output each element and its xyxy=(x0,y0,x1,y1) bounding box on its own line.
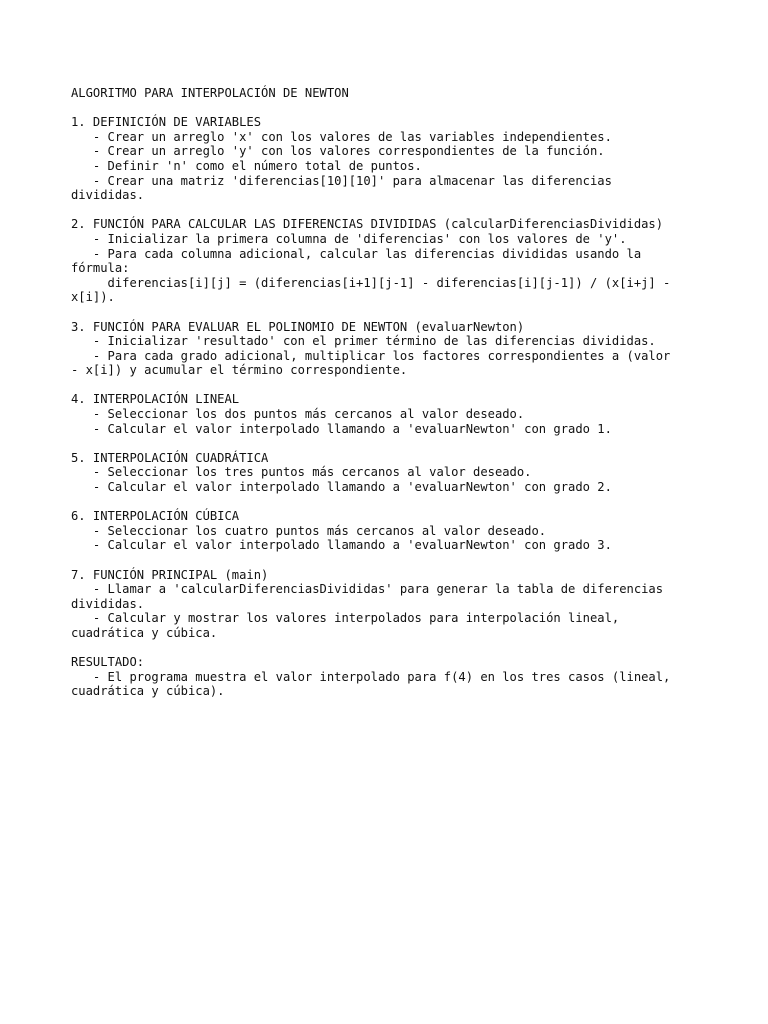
section-line: divididas. xyxy=(71,188,145,203)
section-heading: 1. DEFINICIÓN DE VARIABLES xyxy=(71,115,262,130)
section-linear-interpolation xyxy=(71,392,701,436)
section-heading: 2. FUNCIÓN PARA CALCULAR LAS DIFERENCIAS DIVIDIDAS (calcularDiferenciasDivididas) xyxy=(71,217,664,232)
section-variable-definition xyxy=(71,115,701,203)
spacer xyxy=(71,378,701,393)
section-line: - Calcular y mostrar los valores interpolados para interpolación lineal, xyxy=(71,611,620,626)
spacer xyxy=(71,203,701,218)
section-line: - Calcular el valor interpolado llamando a 'evaluarNewton' con grado 2. xyxy=(71,480,612,495)
spacer xyxy=(71,101,701,116)
section-divided-differences xyxy=(71,217,701,305)
section-line: - Crear un arreglo 'y' con los valores correspondientes de la función. xyxy=(71,144,605,159)
section-line: fórmula: xyxy=(71,261,130,276)
section-line: x[i]). xyxy=(71,290,115,305)
section-line: - Para cada grado adicional, multiplicar los factores correspondientes a (valor xyxy=(71,348,671,363)
section-heading: RESULTADO: xyxy=(71,655,145,670)
section-line: - Calcular el valor interpolado llamando a 'evaluarNewton' con grado 3. xyxy=(71,538,612,553)
section-heading: 7. FUNCIÓN PRINCIPAL (main) xyxy=(71,567,269,582)
section-heading: 3. FUNCIÓN PARA EVALUAR EL POLINOMIO DE NEWTON (evaluarNewton) xyxy=(71,319,525,334)
section-line: - Calcular el valor interpolado llamando a 'evaluarNewton' con grado 1. xyxy=(71,421,612,436)
section-line: - El programa muestra el valor interpolado para f(4) en los tres casos (lineal, xyxy=(71,669,671,684)
section-line: - Crear una matriz 'diferencias[10][10]' para almacenar las diferencias xyxy=(71,173,612,188)
section-heading: 4. INTERPOLACIÓN LINEAL xyxy=(71,392,240,407)
section-heading: 5. INTERPOLACIÓN CUADRÁTICA xyxy=(71,450,269,465)
section-line: - Definir 'n' como el número total de puntos. xyxy=(71,158,422,173)
spacer xyxy=(71,553,701,568)
document-page xyxy=(71,86,701,699)
spacer xyxy=(71,305,701,320)
section-line: - Inicializar la primera columna de 'diferencias' con los valores de 'y'. xyxy=(71,231,627,246)
document-title: ALGORITMO PARA INTERPOLACIÓN DE NEWTON xyxy=(71,86,349,100)
section-cubic-interpolation xyxy=(71,509,701,553)
section-main-function xyxy=(71,568,701,641)
section-line: - Crear un arreglo 'x' con los valores de las variables independientes. xyxy=(71,129,612,144)
section-line: - x[i]) y acumular el término correspondiente. xyxy=(71,363,408,378)
section-quadratic-interpolation xyxy=(71,451,701,495)
section-line: - Seleccionar los tres puntos más cercanos al valor deseado. xyxy=(71,465,532,480)
section-line: - Llamar a 'calcularDiferenciasDivididas' para generar la tabla de diferencias xyxy=(71,582,664,597)
section-line: - Seleccionar los cuatro puntos más cercanos al valor deseado. xyxy=(71,523,547,538)
section-result xyxy=(71,655,701,699)
spacer xyxy=(71,641,701,656)
section-line: cuadrática y cúbica. xyxy=(71,625,218,640)
section-line: - Inicializar 'resultado' con el primer término de las diferencias divididas. xyxy=(71,334,656,349)
section-line: cuadrática y cúbica). xyxy=(71,684,225,699)
spacer xyxy=(71,495,701,510)
section-formula-line: diferencias[i][j] = (diferencias[i+1][j-1] - diferencias[i][j-1]) / (x[i+j] - xyxy=(71,275,671,290)
section-line: divididas. xyxy=(71,596,145,611)
section-line: - Para cada columna adicional, calcular las diferencias divididas usando la xyxy=(71,246,642,261)
spacer xyxy=(71,436,701,451)
section-evaluate-newton xyxy=(71,320,701,378)
section-line: - Seleccionar los dos puntos más cercanos al valor deseado. xyxy=(71,407,525,422)
section-heading: 6. INTERPOLACIÓN CÚBICA xyxy=(71,509,240,524)
